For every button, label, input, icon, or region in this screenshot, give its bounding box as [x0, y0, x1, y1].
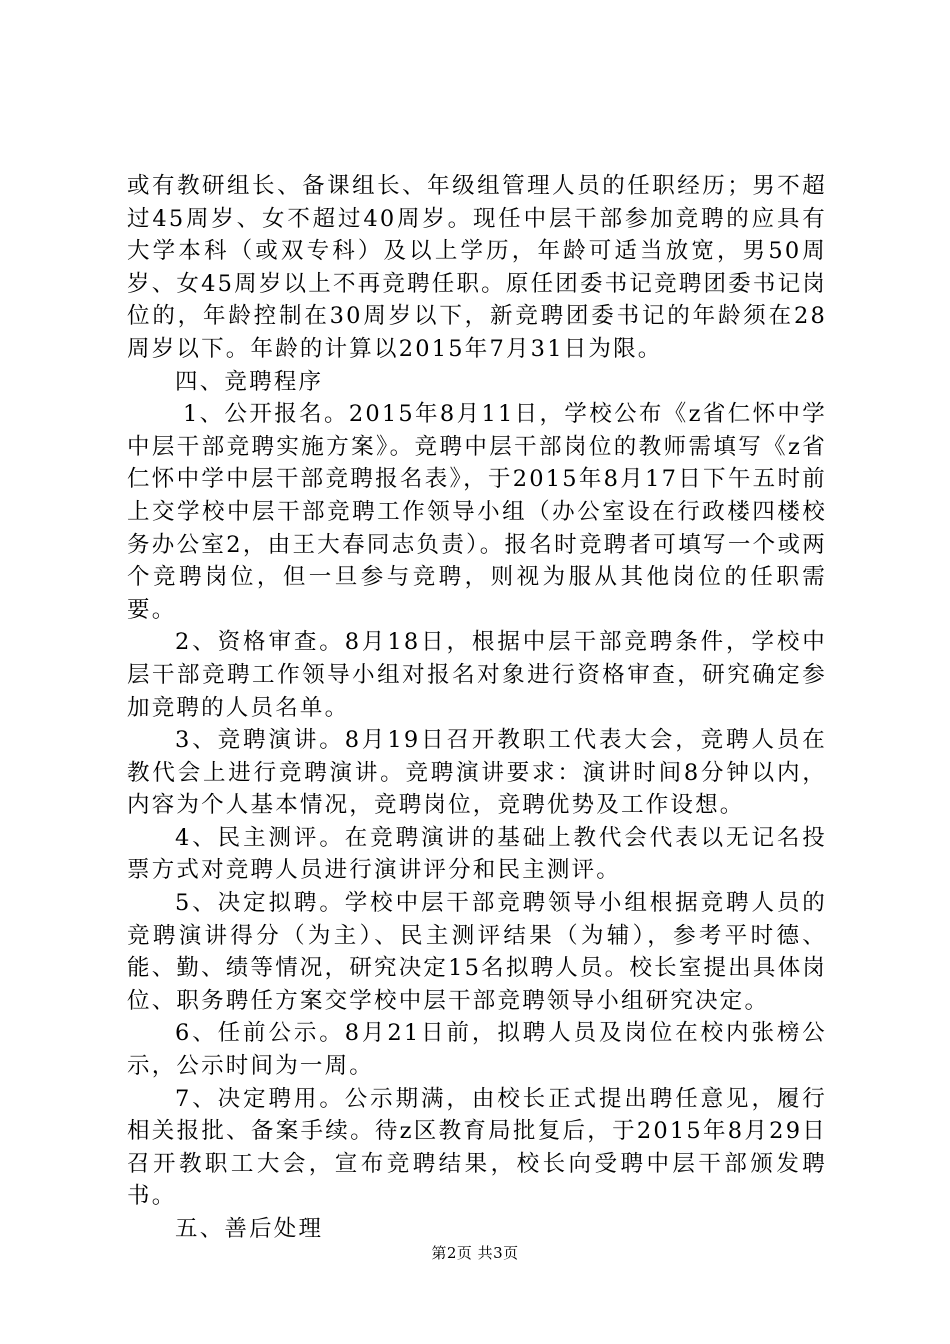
heading-section-4: 四、竞聘程序 [175, 368, 324, 395]
paragraph-step-1: 1、公开报名。2015年8月11日，学校公布《z省仁怀中学中层干部竞聘实施方案》。竞聘中层干部岗位的教师需填写《z省仁怀中学中层干部竞聘报名表》，于2015年8月17日下午五时前上交学校中层干部竞聘工作领导小组（办公室设在行政楼四楼校务办公室2，由王大春同志负责）。报名时竞聘者可填写一个或两个竞聘岗位，但一旦参与竞聘，则视为服从其他岗位的任职需要。 [127, 401, 827, 623]
heading-section-5: 五、善后处理 [175, 1216, 324, 1242]
document-body [127, 170, 827, 1246]
paragraph-step-6: 6、任前公示。8月21日前，拟聘人员及岗位在校内张榜公示，公示时间为一周。 [127, 1020, 827, 1080]
paragraph-step-3: 3、竞聘演讲。8月19日召开教职工代表大会，竞聘人员在教代会上进行竞聘演讲。竞聘演讲要求：演讲时间8分钟以内，内容为个人基本情况，竞聘岗位，竞聘优势及工作设想。 [127, 727, 827, 819]
paragraph-step-2: 2、资格审查。8月18日，根据中层干部竞聘条件，学校中层干部竞聘工作领导小组对报名对象进行资格审查，研究确定参加竞聘的人员名单。 [127, 629, 827, 721]
page-number: 第2页 共3页 [431, 1244, 519, 1262]
paragraph-step-7: 7、决定聘用。公示期满，由校长正式提出聘任意见，履行相关报批、备案手续。待z区教育局批复后，于2015年8月29日召开教职工大会，宣布竞聘结果，校长向受聘中层干部颁发聘书。 [127, 1085, 827, 1210]
paragraph-step-5: 5、决定拟聘。学校中层干部竞聘领导小组根据竞聘人员的竞聘演讲得分（为主）、民主测评结果（为辅），参考平时德、能、勤、绩等情况，研究决定15名拟聘人员。校长室提出具体岗位、职务聘任方案交学校中层干部竞聘领导小组研究决定。 [127, 890, 827, 1014]
paragraph-step-4: 4、民主测评。在竞聘演讲的基础上教代会代表以无记名投票方式对竞聘人员进行演讲评分和民主测评。 [127, 824, 827, 884]
paragraph-eligibility-continued: 或有教研组长、备课组长、年级组管理人员的任职经历；男不超过45周岁、女不超过40周岁。现任中层干部参加竞聘的应具有大学本科（或双专科）及以上学历，年龄可适当放宽，男50周岁、女45周岁以上不再竞聘任职。原任团委书记竞聘团委书记岗位的，年龄控制在30周岁以下，新竞聘团委书记的年龄须在28周岁以下。年龄的计算以2015年7月31日为限。 [127, 173, 827, 362]
